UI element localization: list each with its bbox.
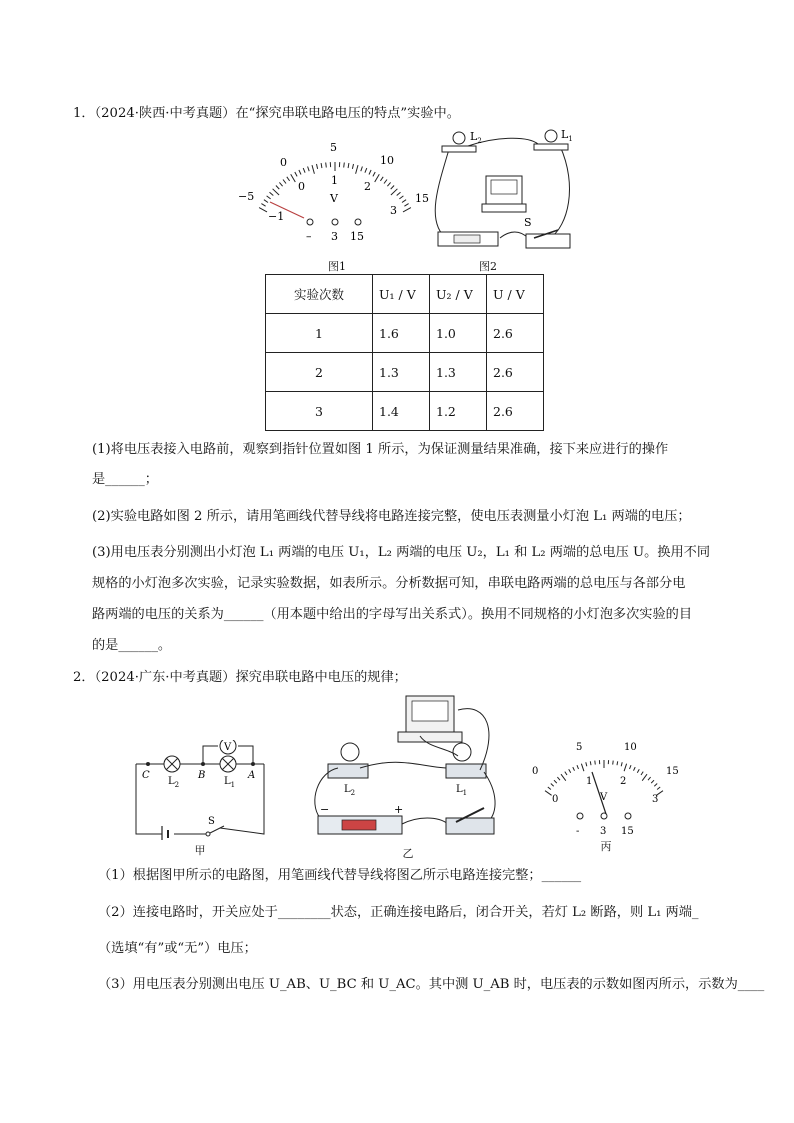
dial-tick (279, 182, 282, 186)
table-cell: 1.6 (373, 314, 430, 353)
q2-yi-lamp-l1-base (446, 764, 486, 778)
q2-bing-low-0: 0 (552, 794, 559, 805)
dial-tick (624, 764, 627, 772)
q1-fig1-top-10: 10 (380, 154, 394, 167)
q1-part1-line1: (1)将电压表接入电路前，观察到指针位置如图 1 所示，为保证测量结果准确，接下来应进行的操作 (92, 442, 669, 457)
dial-tick (299, 170, 301, 175)
dial-tick (657, 787, 660, 790)
q2-jia-label-a: A (248, 770, 256, 781)
q2-yi-lamp-l1-bulb (453, 743, 471, 761)
q1-fig1-label-15: 15 (415, 192, 429, 205)
table-cell: 1.3 (430, 353, 487, 392)
q2-yi-label-minus: − (320, 803, 330, 816)
dial-tick (551, 784, 554, 787)
q2-bing-low-3: 3 (652, 794, 659, 805)
dial-tick (654, 784, 657, 787)
q1-fig1-unit: V (330, 192, 338, 205)
dial-tick (565, 772, 567, 775)
dial-tick (561, 774, 566, 781)
dial-tick (264, 200, 268, 203)
dial-tick (373, 172, 375, 176)
dial-tick (651, 780, 654, 783)
q2-yi-label-l2: $L_2$ (344, 784, 356, 797)
table-header-cell: U₁ / V (373, 275, 430, 314)
dial-tick (356, 165, 358, 174)
q1-fig2-wire-left (435, 146, 450, 234)
q1-fig2-label-l2: $L_2$ (470, 130, 482, 145)
table-row (266, 314, 544, 353)
dial-tick (326, 163, 327, 168)
q2-fig-bing-voltmeter-dial (528, 736, 688, 836)
dial-tick (617, 761, 618, 765)
dial-tick (375, 174, 380, 182)
q1-fig1-top-5: 5 (330, 141, 337, 154)
table-row (266, 392, 544, 431)
dial-tick (581, 764, 584, 772)
q2-jia-label-l2: $L_2$ (168, 776, 180, 789)
dial-tick (637, 769, 639, 773)
table-header-cell: U / V (487, 275, 544, 314)
q1-fig2-lamp-l1-bulb (545, 130, 557, 142)
q2-part1: （1）根据图甲所示的电路图，用笔画线代替导线将图乙所示电路连接完整；______ (98, 868, 582, 883)
table-cell: 1.4 (373, 392, 430, 431)
q2-jia-label-s: S (208, 816, 215, 827)
dial-tick (404, 204, 408, 207)
dial-tick (630, 765, 632, 769)
dial-tick (548, 787, 551, 790)
table-cell: 2 (266, 353, 373, 392)
dial-tick (270, 192, 274, 195)
q2-fig-yi-caption: 乙 (402, 847, 414, 860)
dial-tick (283, 180, 286, 184)
q1-fig2-lamp-l1-base (534, 144, 568, 150)
table-cell: 3 (266, 392, 373, 431)
q2-source: （2024·广东·中考真题） (94, 670, 236, 685)
q2-fig-jia-circuit-diagram (128, 740, 273, 840)
table-cell: 1.0 (430, 314, 487, 353)
table-header-row (266, 275, 544, 314)
dial-tick (554, 780, 557, 783)
q2-part3: （3）用电压表分别测出电压 U_AB、U_BC 和 U_AC。其中测 U_AB 时，电压表的示数如图丙所示，示数为____ (98, 977, 765, 992)
q1-fig1-low-3: 3 (390, 204, 397, 217)
q1-fig1-low-0: 0 (298, 180, 305, 193)
dial-tick (569, 769, 571, 773)
q2-fig-yi-physical-circuit (298, 692, 514, 842)
table-header-cell: U₂ / V (430, 275, 487, 314)
dial-tick (573, 767, 575, 771)
q1-fig2-wire-right (550, 146, 569, 238)
q2-fig-jia-caption: 甲 (194, 844, 206, 857)
dial-tick (303, 168, 305, 173)
q2-jia-label-v: V (224, 742, 232, 753)
dial-tick (344, 163, 345, 168)
q1-fig2-lamp-l2-base (442, 146, 476, 152)
table-cell: 2.6 (487, 353, 544, 392)
dial-tick (403, 208, 411, 212)
dial-tick (557, 777, 560, 780)
q2-yi-label-plus: + (394, 803, 404, 816)
dial-tick (321, 163, 322, 168)
q1-fig1-label-neg5: −5 (238, 190, 255, 203)
q2-part2-line1: （2）连接电路时，开关应处于________状态，正确连接电路后，闭合开关，若灯 L₂ 断路，则 L₁ 两端_ (98, 905, 699, 920)
dial-tick (365, 168, 367, 173)
dial-tick (577, 765, 579, 769)
q2-yi-label-l1: $L_1$ (456, 784, 468, 797)
q1-fig2-wire-bottom (500, 232, 528, 238)
dial-tick (291, 174, 296, 182)
dial-tick (369, 170, 371, 175)
table-cell: 1.3 (373, 353, 430, 392)
q1-fig2-caption: 图2 (479, 260, 497, 273)
q1-fig1-caption: 图1 (328, 260, 346, 273)
table-cell: 2.6 (487, 392, 544, 431)
q2-jia-label-b: B (198, 770, 206, 781)
q1-part3-line3: 路两端的电压的关系为______（用本题中给出的字母写出关系式）。换用不同规格的小灯泡多次实验的目 (92, 607, 693, 622)
dial-tick (259, 208, 267, 212)
dial-tick (352, 164, 353, 169)
dial-tick (287, 177, 290, 181)
dial-tick (545, 791, 552, 796)
q1-part3-line4: 的是______。 (92, 638, 172, 653)
q2-part2-line2: （选填“有”或“无”）电压； (98, 941, 257, 956)
q1-fig1-terminal-3 (332, 219, 338, 225)
dial-tick (387, 182, 390, 186)
q1-fig1-terminal-15 (355, 219, 361, 225)
q1-source: （2024·陕西·中考真题） (94, 106, 236, 121)
q1-part3-line2: 规格的小灯泡多次实验，记录实验数据，如表所示。分析数据可知，串联电路两端的总电压与各部分电 (92, 576, 686, 591)
dial-tick (634, 767, 636, 771)
dial-tick (595, 761, 596, 765)
table-cell: 1 (266, 314, 373, 353)
q2-bing-low-1: 1 (586, 776, 593, 787)
table-cell: 2.6 (487, 314, 544, 353)
dial-tick (613, 761, 614, 765)
dial-tick (361, 167, 363, 172)
q2-bing-term-3: 3 (600, 826, 607, 836)
q2-bing-top-10: 10 (624, 742, 637, 753)
q1-stem: 在“探究串联电路电压的特点”实验中。 (235, 106, 460, 121)
q2-yi-switch (446, 818, 494, 834)
q1-fig2-circuit (428, 126, 578, 258)
q2-bing-low-2: 2 (620, 776, 627, 787)
dial-tick (402, 200, 406, 203)
q1-fig1-low-2: 2 (364, 180, 371, 193)
q2-bing-term-15: 15 (621, 826, 634, 836)
q2-heading (73, 668, 407, 688)
q1-fig1-terminal-neg (307, 219, 313, 225)
dial-tick (621, 762, 622, 766)
q2-stem: 探究串联电路中电压的规律； (235, 670, 407, 685)
q1-fig1-top-0: 0 (280, 156, 287, 169)
q1-fig2-lamp-l2-bulb (453, 132, 465, 144)
q1-fig1-label-neg1: −1 (268, 210, 285, 223)
table-header-cell: 实验次数 (266, 275, 373, 314)
dial-tick (391, 186, 394, 190)
q1-fig2-label-s: S (524, 216, 532, 229)
q2-number: 2． (73, 670, 95, 685)
q2-bing-top-5: 5 (576, 742, 583, 753)
q2-bing-term-neg: - (576, 826, 580, 836)
q2-bing-unit: V (600, 792, 608, 803)
dial-tick (586, 762, 587, 766)
dial-tick (267, 196, 271, 199)
q1-heading (73, 104, 460, 124)
table-row (266, 353, 544, 392)
dial-tick (317, 164, 318, 169)
q1-fig1-voltmeter-dial (232, 138, 432, 248)
dial-tick (590, 761, 591, 765)
q2-jia-label-l1: $L_1$ (224, 776, 236, 789)
q1-part3-line1: (3)用电压表分别测出小灯泡 L₁ 两端的电压 U₁，L₂ 两端的电压 U₂，L₁ 和 L₂ 两端的总电压 U。换用不同 (92, 545, 711, 560)
q1-data-table (265, 274, 544, 431)
q1-part2: (2)实验电路如图 2 所示，请用笔画线代替导线将电路连接完整，使电压表测量小灯泡 L₁ 两端的电压； (92, 509, 691, 524)
dial-tick (273, 189, 280, 195)
dial-tick (295, 172, 297, 176)
q1-number: 1． (73, 106, 95, 121)
q2-jia-switch (206, 832, 210, 836)
dial-tick (384, 180, 387, 184)
q1-fig2-label-l1: $L_1$ (561, 128, 573, 143)
dial-tick (348, 163, 349, 168)
dial-tick (641, 772, 643, 775)
q2-yi-lamp-l2-bulb (341, 743, 359, 761)
dial-tick (308, 167, 310, 172)
dial-tick (642, 774, 647, 781)
q1-fig1-term-label-neg: – (306, 230, 312, 243)
dial-tick (648, 777, 651, 780)
q2-yi-lamp-l2-base (328, 764, 368, 778)
table-cell: 1.2 (430, 392, 487, 431)
q1-fig1-term-label-3: 3 (331, 230, 338, 243)
dial-tick (276, 186, 279, 190)
dial-tick (397, 192, 401, 195)
dial-tick (399, 196, 403, 199)
q2-jia-label-c: C (142, 770, 150, 781)
q1-part1-line2: 是______； (92, 472, 158, 487)
q2-bing-top-15: 15 (666, 766, 679, 777)
dial-tick (391, 189, 398, 195)
q1-fig1-term-label-15: 15 (350, 230, 364, 243)
q1-fig2-switch (526, 234, 570, 248)
dial-tick (312, 165, 314, 174)
q1-fig1-low-1: 1 (331, 174, 338, 187)
q2-bing-top-0: 0 (532, 766, 539, 777)
q2-fig-bing-caption: 丙 (600, 840, 612, 853)
dial-tick (261, 204, 265, 207)
dial-tick (380, 177, 383, 181)
